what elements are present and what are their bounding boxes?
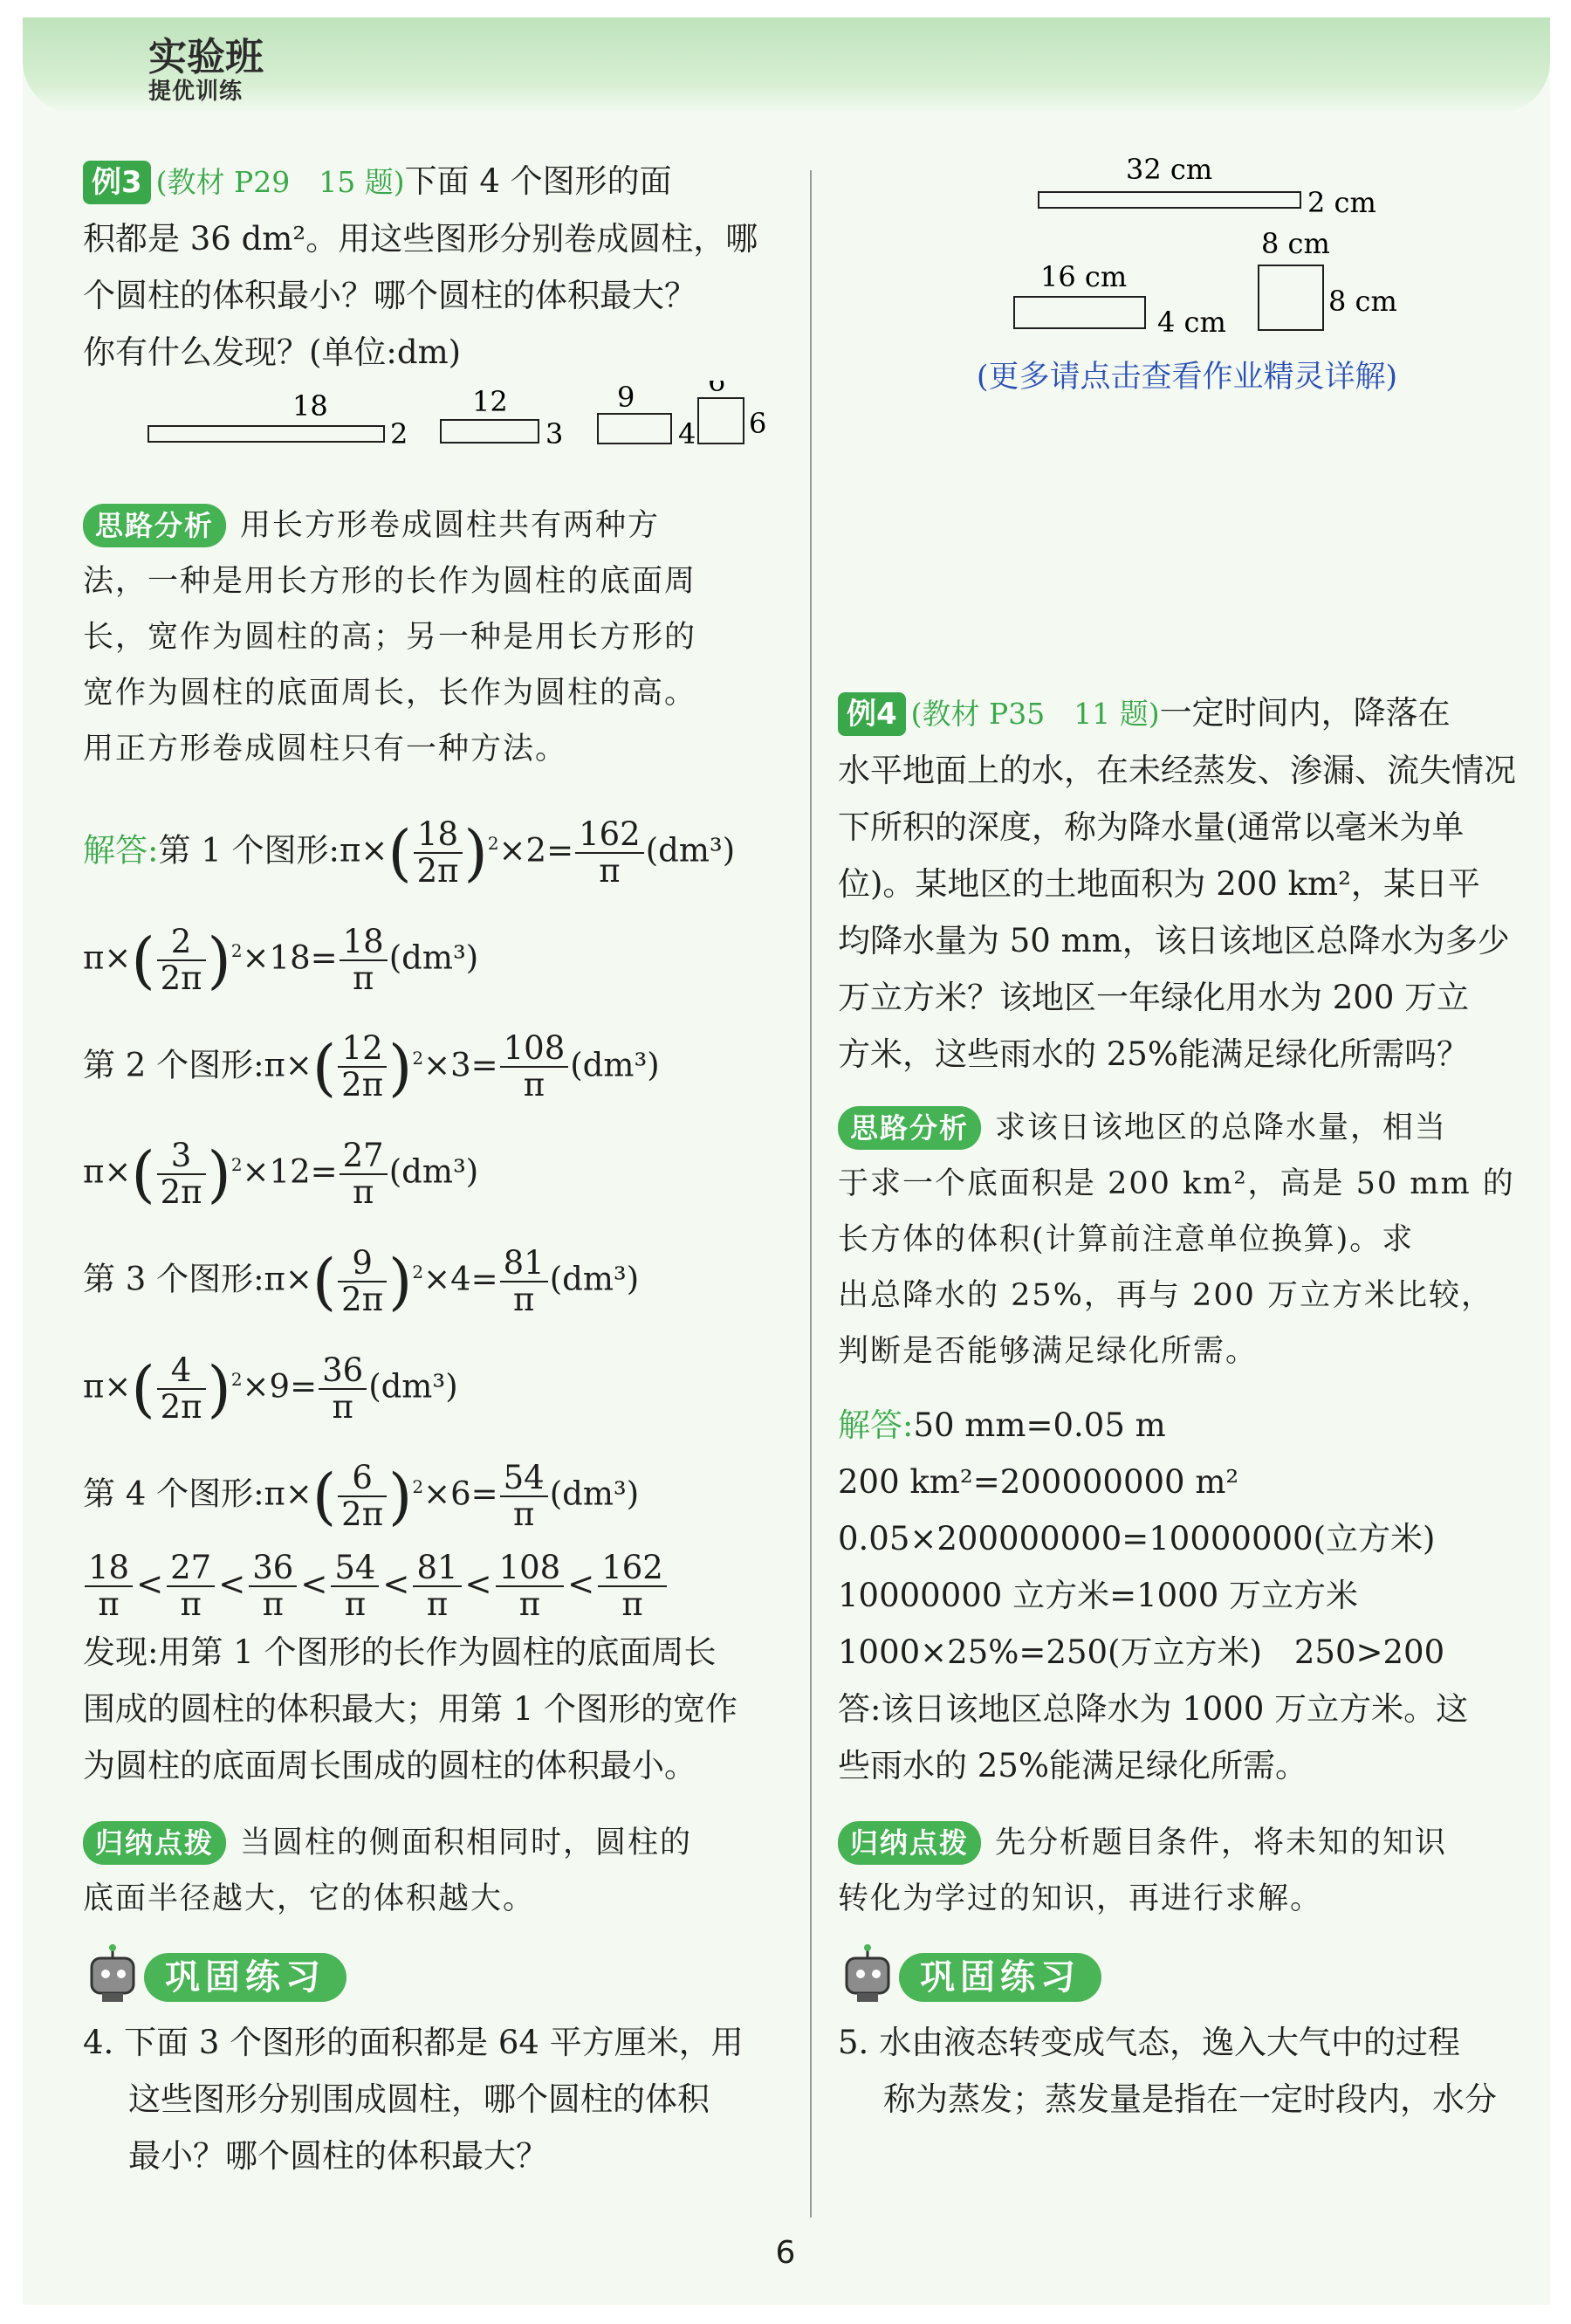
column-divider <box>810 170 812 2217</box>
analysis-line-2: 法，一种是用长方形的长作为圆柱的底面周 <box>83 564 697 599</box>
math-line-2: π×( $\frac{2}{2\pi}$ )$^2$×18= $\frac{18}{\pi}$ (dm³) <box>83 922 479 997</box>
e4-analysis-line-5: 判断是否能够满足绿化所需。 <box>838 1334 1259 1369</box>
e4-solution-text: 50 mm=0.05 m <box>913 1406 1166 1444</box>
fig4-length: 6 <box>708 381 726 398</box>
example4-line-5: 均降水量为 50 mm，该日该地区总降水为多少 <box>838 922 1510 959</box>
fig3-rect <box>598 414 671 443</box>
order-frac-6 <box>496 1550 565 1622</box>
m1-rn: 162 <box>575 817 644 854</box>
m2-fd: 2π <box>160 959 202 997</box>
order-n1: 18 <box>85 1550 133 1587</box>
m5-unit: (dm³) <box>549 1260 640 1298</box>
page-number: 6 <box>775 2235 796 2271</box>
m2-mid: ×18= <box>242 939 338 977</box>
m4-fd: 2π <box>160 1173 202 1212</box>
rfig2-width: 4 cm <box>1157 306 1226 339</box>
m4-fn: 3 <box>157 1138 206 1175</box>
example4-line-7: 方米，这些雨水的 25%能满足绿化所需吗？ <box>838 1035 1469 1073</box>
e4-summary-line-2: 转化为学过的知识，再进行求解。 <box>838 1881 1323 1916</box>
order-frac-1 <box>85 1550 133 1622</box>
order-frac-2 <box>167 1550 215 1622</box>
m3-rd: π <box>523 1066 545 1104</box>
fig2-length: 12 <box>472 385 508 418</box>
brand-title: 实验班 <box>148 35 264 79</box>
e4-analysis-tag: 思路分析 <box>838 1106 981 1150</box>
m4-frac <box>157 1138 206 1210</box>
e4-analysis-line-3: 长方体的体积(计算前注意单位换算)。求 <box>838 1222 1415 1257</box>
example4-text: 一定时间内，降落在 <box>1159 694 1451 732</box>
finding-line-3: 为圆柱的底面周长围成的圆柱的体积最小。 <box>83 1746 696 1784</box>
rfig1-rect <box>1039 192 1300 208</box>
e4-summary-text: 先分析题目条件，将未知的知识 <box>995 1826 1448 1860</box>
more-solutions-link[interactable]: (更多请点击查看作业精灵详解) <box>976 360 1398 395</box>
m6-sq: 2 <box>230 1369 243 1391</box>
solution-lead: 解答: <box>83 831 159 870</box>
m5-sq: 2 <box>412 1262 424 1283</box>
e4-analysis-line-2: 于求一个底面积是 200 km²，高是 50 mm 的 <box>838 1166 1515 1201</box>
m1-pre: 第 1 个图形:π× <box>158 831 388 870</box>
m3-fn: 12 <box>338 1031 387 1068</box>
m5-fn: 9 <box>338 1246 387 1282</box>
analysis-line-5: 用正方形卷成圆柱只有一种方法。 <box>83 732 568 767</box>
left-column <box>83 153 781 2184</box>
e4-solution-line-1 <box>838 1397 1536 1454</box>
example4 <box>838 684 1536 1083</box>
m1-frac <box>414 817 463 889</box>
m2-fn: 2 <box>157 925 206 961</box>
brand-subtitle: 提优训练 <box>148 79 244 105</box>
order-n3: 36 <box>249 1550 297 1587</box>
m4-sq: 2 <box>230 1154 243 1176</box>
example3-line-2: 积都是 36 dm²。用这些图形分别卷成圆柱，哪 <box>83 220 758 258</box>
example4-badge: 例4 <box>838 692 906 736</box>
order-lt: < <box>136 1564 164 1603</box>
order-d2: π <box>180 1585 202 1624</box>
m5-mid: ×4= <box>423 1260 498 1298</box>
robot-icon <box>83 1944 144 2005</box>
order-lt: < <box>464 1564 492 1603</box>
e4-solution-line-2: 200 km²=200000000 m² <box>838 1463 1239 1501</box>
analysis-line-3: 长，宽作为圆柱的高；另一种是用长方形的 <box>83 620 697 655</box>
order-n7: 162 <box>598 1550 667 1587</box>
finding-line-1: 发现:用第 1 个图形的长作为圆柱的底面周长 <box>83 1633 717 1671</box>
rfig1-length: 32 cm <box>1126 153 1213 186</box>
q5-line-2: 称为蒸发；蒸发量是指在一定时段内，水分 <box>883 2080 1497 2118</box>
example3-summary <box>83 1815 781 1927</box>
m6-fn: 4 <box>157 1353 206 1390</box>
practice-title-right: 巩固练习 <box>899 1953 1101 2002</box>
example3-line-1 <box>83 153 781 210</box>
example4-solution <box>838 1397 1536 1794</box>
order-n4: 54 <box>331 1550 379 1587</box>
e4-solution-line-6: 答:该日该地区总降水为 1000 万立方米。这 <box>838 1690 1469 1728</box>
m6-unit: (dm³) <box>368 1367 458 1406</box>
practice-title-left: 巩固练习 <box>144 1953 346 2002</box>
m6-rn: 36 <box>319 1353 367 1390</box>
example3-badge: 例3 <box>83 161 151 204</box>
m5-result <box>500 1246 548 1317</box>
m6-result <box>319 1353 367 1425</box>
fig3-length: 9 <box>617 381 635 414</box>
math-order-line <box>83 1545 781 1624</box>
e4-solution-lead: 解答: <box>838 1406 914 1444</box>
m6-mid: ×9= <box>242 1367 318 1406</box>
analysis-line-1 <box>83 498 781 553</box>
practice-header-left <box>83 1944 781 2014</box>
analysis-tag: 思路分析 <box>83 504 226 547</box>
order-frac-7 <box>598 1550 667 1622</box>
order-lt: < <box>300 1564 328 1603</box>
e4-summary-line-1 <box>838 1815 1536 1871</box>
m7-fd: 2π <box>341 1495 384 1533</box>
m4-pre: π× <box>83 1152 132 1191</box>
math-line-6: π×( $\frac{4}{2\pi}$ )$^2$×9= $\frac{36}{\pi}$ (dm³) <box>83 1351 458 1426</box>
fig1-rect <box>148 426 384 442</box>
m2-unit: (dm³) <box>388 939 479 977</box>
rfig3-rect <box>1259 265 1323 330</box>
order-d4: π <box>344 1585 367 1624</box>
example4-line-3: 下所积的深度，称为降水量(通常以毫米为单 <box>838 808 1465 846</box>
math-line-1: 解答:第 1 个图形:π×( $\frac{18}{2\pi}$ )$^2$×2= $\frac{162}{\pi}$ (dm³) <box>83 815 736 890</box>
finding-line-2: 围成的圆柱的体积最大；用第 1 个图形的宽作 <box>83 1689 738 1728</box>
example4-source: (教材 P35 11 题) <box>910 697 1160 731</box>
m6-fd: 2π <box>160 1387 202 1426</box>
e4-solution-line-3: 0.05×200000000=10000000(立方米) <box>838 1520 1436 1557</box>
m5-rn: 81 <box>500 1246 548 1282</box>
right-column <box>838 153 1536 2128</box>
rfig3-length: 8 cm <box>1261 227 1330 260</box>
order-d3: π <box>262 1585 284 1624</box>
q4-line-2: 这些图形分别围成圆柱，哪个圆柱的体积 <box>128 2080 710 2118</box>
analysis-text: 用长方形卷成圆柱共有两种方 <box>240 508 661 543</box>
m4-mid: ×12= <box>242 1152 338 1191</box>
m7-mid: ×6= <box>423 1475 498 1513</box>
order-frac-5 <box>413 1550 461 1622</box>
m5-frac <box>338 1246 387 1317</box>
example4-line-4: 位)。某地区的土地面积为 200 km²，某日平 <box>838 865 1480 903</box>
m1-mid: ×2= <box>498 831 574 870</box>
m2-result <box>340 922 388 997</box>
m7-frac <box>338 1458 387 1533</box>
rfig2-rect <box>1014 297 1145 328</box>
q4-line-3: 最小？哪个圆柱的体积最大？ <box>128 2136 548 2175</box>
fig1-width: 2 <box>390 417 408 450</box>
summary-line-1 <box>83 1815 781 1871</box>
q4-line-1: 4. 下面 3 个图形的面积都是 64 平方厘米，用 <box>83 2023 744 2061</box>
m7-sq: 2 <box>412 1475 424 1497</box>
e4-analysis-line-1 <box>838 1100 1536 1156</box>
order-lt: < <box>218 1564 246 1603</box>
robot-icon <box>838 1944 899 2005</box>
e4-solution-line-4: 10000000 立方米=1000 万立方米 <box>838 1577 1359 1614</box>
m1-fn: 18 <box>414 817 463 854</box>
example3-line-4: 你有什么发现？(单位:dm) <box>83 333 462 371</box>
math-line-4: π×( $\frac{3}{2\pi}$ )$^2$×12= $\frac{27}{\pi}$ (dm³) <box>83 1137 479 1212</box>
m1-rd: π <box>599 851 621 890</box>
m1-sq: 2 <box>487 833 499 854</box>
order-n5: 81 <box>413 1550 461 1587</box>
example3-figures <box>83 381 781 468</box>
m5-pre: 第 3 个图形:π× <box>83 1260 312 1298</box>
m7-fn: 6 <box>338 1461 387 1497</box>
rfig3-width: 8 cm <box>1328 285 1397 318</box>
m7-rn: 54 <box>500 1461 548 1497</box>
order-d6: π <box>518 1585 541 1624</box>
m1-fd: 2π <box>416 851 459 890</box>
e4-solution-line-7: 些雨水的 25%能满足绿化所需。 <box>838 1747 1307 1784</box>
order-lt: < <box>567 1564 595 1603</box>
m3-rn: 108 <box>500 1031 569 1068</box>
order-n6: 108 <box>496 1550 565 1587</box>
order-frac-4 <box>331 1550 379 1622</box>
m7-result <box>500 1458 548 1533</box>
fig4-rect <box>698 398 744 443</box>
m2-rd: π <box>353 959 374 997</box>
m3-mid: ×3= <box>423 1045 498 1083</box>
q5-line-1: 5. 水由液态转变成气态，逸入大气中的过程 <box>838 2024 1461 2061</box>
rfig1-width: 2 cm <box>1307 186 1376 219</box>
example4-summary <box>838 1815 1536 1927</box>
summary-text: 当圆柱的侧面积相同时，圆柱的 <box>240 1825 693 1860</box>
order-frac-3 <box>249 1550 297 1622</box>
order-d1: π <box>98 1585 120 1624</box>
m7-rd: π <box>513 1495 535 1533</box>
m6-rd: π <box>332 1387 353 1426</box>
example4-line-1 <box>838 684 1536 742</box>
m3-sq: 2 <box>412 1047 424 1069</box>
m7-pre: 第 4 个图形:π× <box>83 1475 312 1513</box>
summary-tag: 归纳点拨 <box>83 1821 226 1865</box>
q4-figures <box>838 148 1536 358</box>
example4-line-6: 万立方米？该地区一年绿化用水为 200 万立 <box>838 979 1470 1016</box>
m4-rn: 27 <box>340 1138 388 1175</box>
m2-rn: 18 <box>340 925 388 961</box>
e4-analysis-text: 求该日该地区的总降水量，相当 <box>995 1110 1448 1145</box>
m3-frac <box>338 1031 387 1103</box>
e4-summary-tag: 归纳点拨 <box>838 1821 981 1865</box>
e4-analysis-line-4: 出总降水的 25%，再与 200 万立方米比较， <box>838 1278 1493 1313</box>
fig2-width: 3 <box>545 417 564 450</box>
m1-unit: (dm³) <box>645 831 736 870</box>
m3-result <box>500 1031 569 1103</box>
order-n2: 27 <box>167 1550 215 1587</box>
m4-rd: π <box>353 1173 374 1212</box>
m5-fd: 2π <box>341 1281 384 1319</box>
m4-result <box>340 1138 388 1210</box>
math-line-5: 第 3 个图形:π×( $\frac{9}{2\pi}$ )$^2$×4= $\frac{81}{\pi}$ (dm³) <box>83 1244 640 1319</box>
m6-frac <box>157 1353 206 1425</box>
example3-text: 下面 4 个图形的面 <box>404 162 672 200</box>
m3-unit: (dm³) <box>570 1045 660 1083</box>
rfig2-length: 16 cm <box>1040 260 1128 293</box>
m6-pre: π× <box>83 1367 132 1406</box>
m2-pre: π× <box>83 939 132 977</box>
m3-pre: 第 2 个图形:π× <box>83 1045 312 1083</box>
example3-solution <box>83 794 781 1794</box>
order-lt: < <box>382 1564 410 1603</box>
example4-analysis <box>838 1100 1536 1379</box>
e4-solution-line-5: 1000×25%=250(万立方米) 250>200 <box>838 1633 1445 1671</box>
example4-line-2: 水平地面上的水，在未经蒸发、渗漏、流失情况 <box>838 752 1516 789</box>
m1-result <box>575 817 644 889</box>
example3-source: (教材 P29 15 题) <box>155 165 405 199</box>
brand-logo <box>148 37 264 105</box>
practice-header-right <box>838 1944 1536 2014</box>
fig2-rect <box>441 420 539 443</box>
math-line-3: 第 2 个图形:π×( $\frac{12}{2\pi}$ )$^2$×3= $\frac{108}{\pi}$ (dm³) <box>83 1029 660 1104</box>
example3-line-3: 个圆柱的体积最小？哪个圆柱的体积最大？ <box>83 277 696 314</box>
m2-sq: 2 <box>230 939 243 961</box>
math-line-7: 第 4 个图形:π×( $\frac{6}{2\pi}$ )$^2$×6= $\frac{54}{\pi}$ (dm³) <box>83 1458 640 1533</box>
analysis-line-4: 宽作为圆柱的底面周长，长作为圆柱的高。 <box>83 676 697 711</box>
summary-line-2: 底面半径越大，它的体积越大。 <box>83 1881 536 1916</box>
m5-rd: π <box>513 1281 535 1319</box>
m7-unit: (dm³) <box>549 1475 640 1513</box>
example3-analysis <box>83 498 781 777</box>
order-d7: π <box>621 1585 643 1624</box>
m3-fd: 2π <box>341 1066 384 1104</box>
fig4-width: 6 <box>749 407 767 440</box>
m4-unit: (dm³) <box>388 1152 479 1191</box>
fig3-width: 4 <box>678 417 696 450</box>
m2-frac <box>157 922 206 997</box>
fig1-length: 18 <box>292 389 328 423</box>
order-d5: π <box>426 1585 449 1624</box>
